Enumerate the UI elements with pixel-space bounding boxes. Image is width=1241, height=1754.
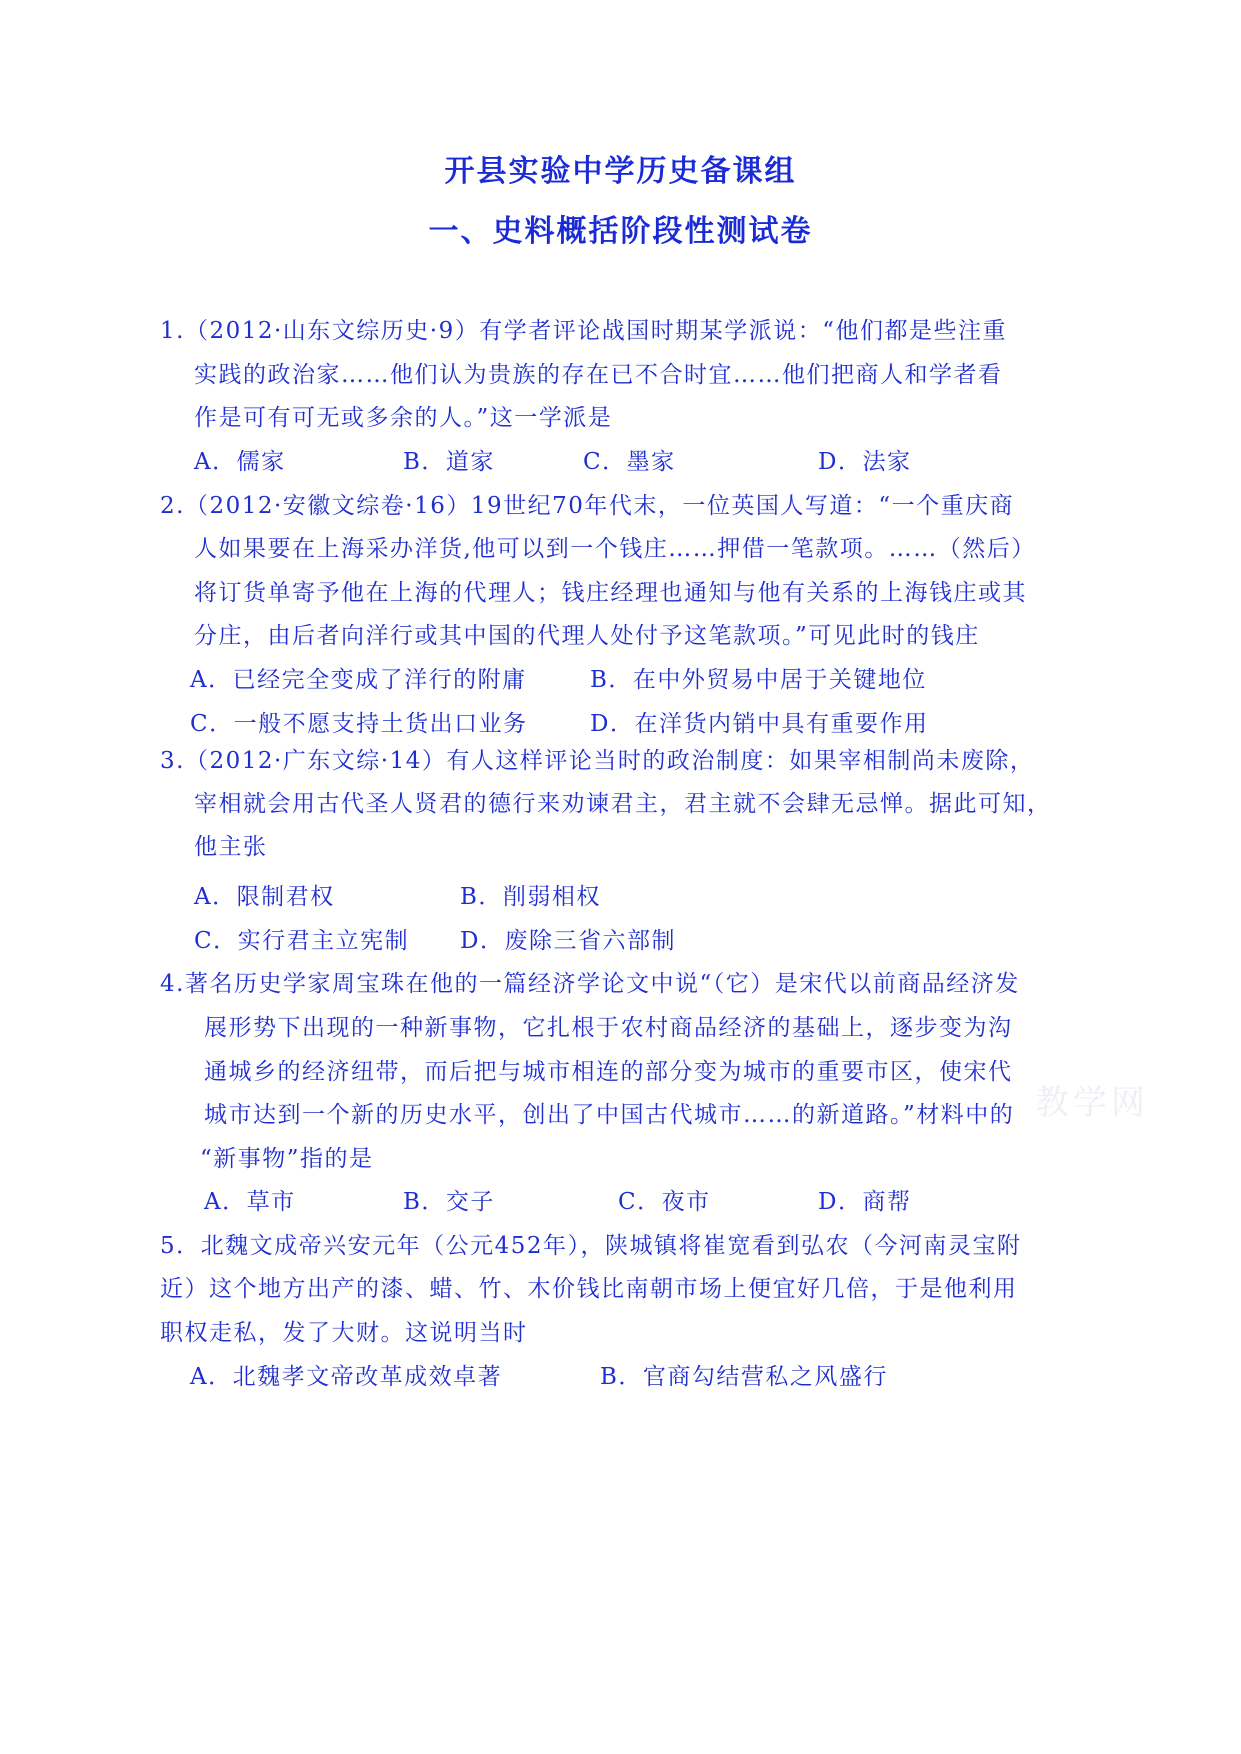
question-3-option-d: D．废除三省六部制 (460, 928, 676, 954)
question-1-line-2: 实践的政治家……他们认为贵族的存在已不合时宜……他们把商人和学者看 (194, 362, 1003, 388)
question-4-line-3: 通城乡的经济纽带，而后把与城市相连的部分变为城市的重要市区，使宋代 (204, 1059, 1013, 1085)
question-4-line-5: “新事物”指的是 (200, 1146, 374, 1172)
question-2-option-c: C．一般不愿支持土货出口业务 (190, 711, 528, 737)
question-2-line-4: 分庄，由后者向洋行或其中国的代理人处付予这笔款项。”可见此时的钱庄 (194, 623, 980, 649)
question-4-option-a: A．草市 (204, 1189, 296, 1215)
question-1-line-1: 1.（2012·山东文综历史·9）有学者评论战国时期某学派说：“他们都是些注重 (160, 318, 1007, 344)
question-4-option-c: C．夜市 (618, 1189, 711, 1215)
question-3-option-a: A．限制君权 (194, 884, 335, 910)
question-3-line-3: 他主张 (194, 834, 268, 860)
question-3-line-1: 3.（2012·广东文综·14）有人这样评论当时的政治制度：如果宰相制尚未废除， (160, 748, 1035, 774)
question-4-line-2: 展形势下出现的一种新事物，它扎根于农村商品经济的基础上，逐步变为沟 (204, 1015, 1013, 1041)
question-2-option-d: D．在洋货内销中具有重要作用 (590, 711, 929, 737)
question-5-line-3: 职权走私，发了大财。这说明当时 (160, 1320, 528, 1346)
watermark: 教学网 (1035, 1083, 1149, 1123)
question-3-option-b: B．削弱相权 (460, 884, 601, 910)
question-5-option-b: B．官商勾结营私之风盛行 (600, 1364, 888, 1390)
question-5-line-2: 近）这个地方出产的漆、蜡、竹、木价钱比南朝市场上便宜好几倍，于是他利用 (160, 1276, 1018, 1302)
question-3-line-2: 宰相就会用古代圣人贤君的德行来劝谏君主，君主就不会肆无忌惮。据此可知， (194, 791, 1052, 817)
document-subtitle: 一、史料概括阶段性测试卷 (428, 214, 813, 249)
question-2-line-3: 将订货单寄予他在上海的代理人；钱庄经理也通知与他有关系的上海钱庄或其 (194, 580, 1027, 606)
question-4-line-1: 4.著名历史学家周宝珠在他的一篇经济学论文中说“（它）是宋代以前商品经济发 (160, 971, 1020, 997)
question-2-option-a: A．已经完全变成了洋行的附庸 (190, 667, 527, 693)
question-5-option-a: A．北魏孝文帝改革成效卓著 (190, 1364, 503, 1390)
question-2-line-1: 2.（2012·安徽文综卷·16）19世纪70年代末，一位英国人写道：“一个重庆商 (160, 493, 1015, 519)
question-1-line-3: 作是可有可无或多余的人。”这一学派是 (194, 405, 613, 431)
question-1-option-c: C．墨家 (583, 449, 676, 475)
question-1-option-b: B．道家 (403, 449, 495, 475)
question-3-option-c: C．实行君主立宪制 (194, 928, 410, 954)
question-2-line-2: 人如果要在上海采办洋货,他可以到一个钱庄……押借一笔款项。……（然后） (194, 536, 1036, 562)
question-4-option-d: D．商帮 (818, 1189, 912, 1215)
question-2-option-b: B．在中外贸易中居于关键地位 (590, 667, 927, 693)
question-5-line-1: 5．北魏文成帝兴安元年（公元452年），陕城镇将崔宽看到弘农（今河南灵宝附 (160, 1233, 1022, 1259)
question-4-option-b: B．交子 (403, 1189, 495, 1215)
question-4-line-4: 城市达到一个新的历史水平，创出了中国古代城市……的新道路。”材料中的 (204, 1102, 1015, 1128)
question-1-option-d: D．法家 (818, 449, 912, 475)
document-title: 开县实验中学历史备课组 (444, 154, 797, 189)
question-1-option-a: A．儒家 (194, 449, 286, 475)
